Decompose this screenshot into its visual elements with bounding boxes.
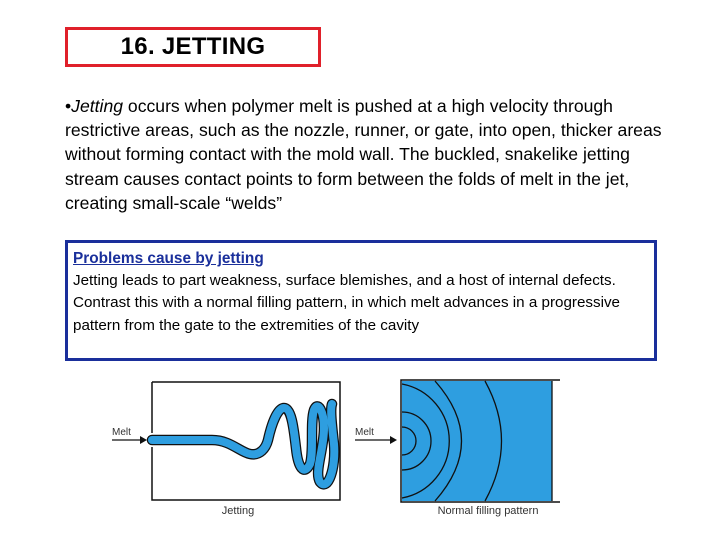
melt-label-left: Melt (112, 427, 131, 438)
normal-melt-fill (402, 381, 552, 501)
title-box (65, 27, 321, 67)
jetting-definition-text: occurs when polymer melt is pushed at a high velocity through restrictive areas, such as the nozzle, runner, or gate, into open, thicker areas without forming contact with the mold wall. The buckled, snakelike jetting stream causes contact points to form between the folds of melt in the jet, creating small-scale “welds” (65, 96, 662, 213)
jetting-vs-normal-figure (100, 372, 560, 522)
page-title: 16. JETTING (120, 33, 266, 60)
problems-box (65, 240, 657, 361)
jetting-term: Jetting (71, 96, 124, 116)
melt-arrowhead-right (390, 436, 397, 444)
normal-filling-panel (355, 380, 560, 517)
jetting-panel (112, 382, 340, 517)
jetting-definition-paragraph (65, 94, 665, 215)
problems-heading: Problems cause by jetting (73, 250, 264, 267)
melt-label-right: Melt (355, 427, 374, 438)
jetting-caption: Jetting (221, 505, 255, 517)
normal-filling-caption: Normal filling pattern (437, 505, 539, 517)
melt-arrowhead-left (140, 436, 147, 444)
bullet-marker: • (65, 96, 72, 116)
problems-body: Jetting leads to part weakness, surface blemishes, and a host of internal defects. Contrast this with a normal filling pattern, in which melt advances in a progressive pattern from the gate to the extremities of the cavity (73, 272, 621, 334)
